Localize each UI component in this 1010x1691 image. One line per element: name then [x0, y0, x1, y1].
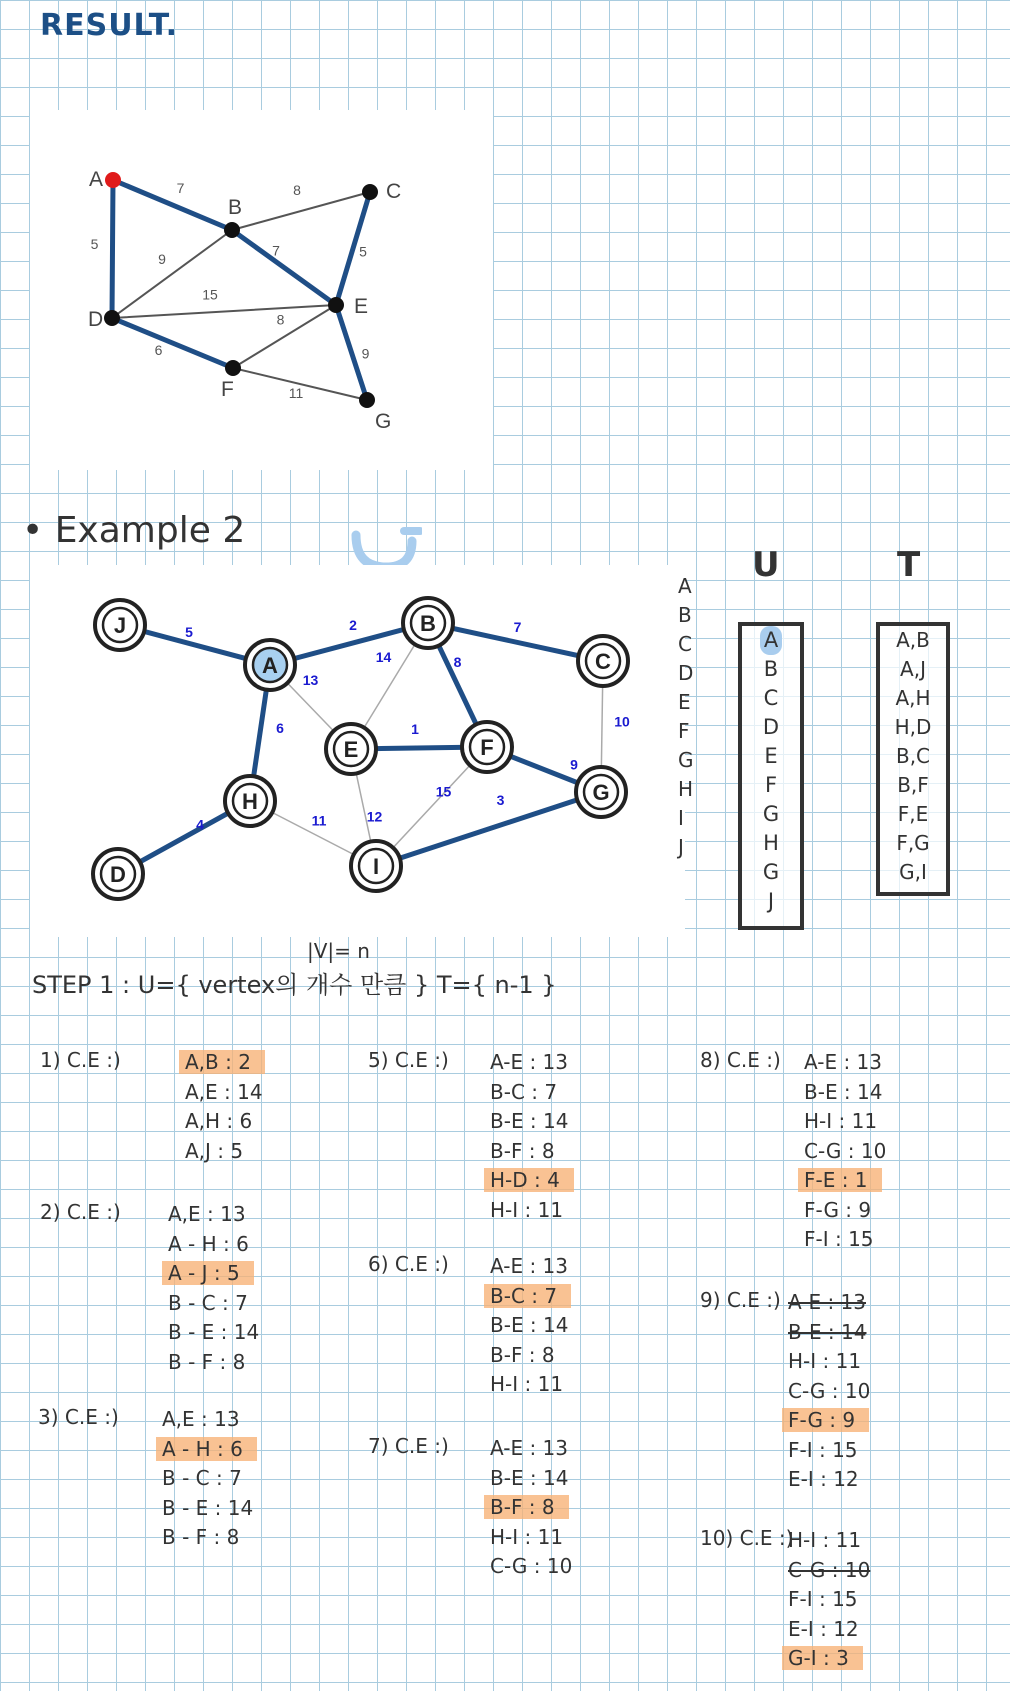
u-set-item [742, 626, 800, 655]
candidate-edge-text: A-E : 13 [804, 1050, 882, 1074]
candidate-block-label: 2) C.E :) [40, 1200, 121, 1224]
candidate-edge [162, 1523, 257, 1553]
node-label-D: D [88, 308, 104, 331]
candidate-edge-text: E-I : 12 [788, 1616, 859, 1641]
candidate-edge-text: B-F : 8 [490, 1138, 555, 1163]
t-set-item: G,I [899, 860, 927, 884]
candidate-edge-text: B-C : 7 [490, 1079, 558, 1104]
node-G [359, 392, 375, 408]
edge-weight-E-F: 1 [411, 721, 419, 737]
candidate-edge [490, 1552, 572, 1582]
candidate-edge [490, 1311, 571, 1341]
removed-edge: C-G : 10 [788, 1557, 871, 1582]
node-label-C: C [386, 180, 402, 203]
u-set-item: B [763, 657, 779, 681]
edge-weight-B-C: 8 [293, 182, 301, 198]
candidate-edge-text: B-E : 14 [490, 1109, 569, 1133]
candidate-edge [788, 1406, 870, 1436]
vertex-list-item: E [678, 690, 691, 714]
vertex-list [678, 572, 706, 862]
u-set-item: C [763, 686, 779, 710]
edge-weight-D-E: 15 [202, 286, 218, 303]
candidate-edge [185, 1137, 265, 1167]
candidate-edge-text: A,E : 14 [185, 1079, 263, 1104]
edge-D-E [112, 305, 336, 318]
candidate-edge [168, 1200, 259, 1230]
u-header: U [752, 545, 780, 585]
candidate-edge [490, 1434, 572, 1464]
edge-B-C [232, 192, 370, 230]
bullet-icon: • [22, 510, 44, 551]
node-label-F: F [221, 378, 234, 401]
candidate-edge [162, 1464, 257, 1494]
candidate-edge [804, 1107, 886, 1137]
selected-edge: B-C : 7 [484, 1284, 571, 1308]
candidate-block-label: 7) C.E :) [368, 1434, 449, 1458]
edge-weight-E-F: 8 [276, 311, 285, 328]
candidate-edge-text: B - E : 14 [168, 1320, 260, 1344]
candidate-edge [490, 1048, 574, 1078]
candidate-edge [788, 1615, 870, 1645]
u-set-item: D [762, 715, 780, 739]
edge-weight-A-B: 2 [349, 617, 357, 633]
candidate-edge [490, 1137, 574, 1167]
node-label-E: E [343, 737, 359, 762]
candidate-edge-text: A-E : 13 [490, 1050, 568, 1074]
graph2-panel [30, 565, 685, 937]
removed-edge: A-E : 13 [788, 1290, 866, 1314]
candidate-edge [168, 1348, 259, 1378]
edge-weight-D-F: 6 [154, 342, 163, 358]
edge-weight-E-G: 9 [361, 345, 370, 362]
edge-A-D [112, 180, 113, 318]
candidate-edge [788, 1585, 870, 1615]
candidate-edge [490, 1166, 574, 1196]
page-title: RESULT. [40, 8, 179, 43]
candidate-edge-text: A-E : 13 [490, 1254, 568, 1278]
candidate-edge-text: B - F : 8 [162, 1525, 240, 1549]
candidate-edge [788, 1465, 870, 1495]
candidate-edge-text: C-G : 10 [490, 1554, 573, 1578]
candidate-edge [788, 1644, 870, 1674]
edge-B-D [112, 230, 232, 318]
candidate-edge [788, 1526, 870, 1556]
candidate-edge [490, 1464, 572, 1494]
edge-E-F [233, 305, 336, 368]
edge-weight-A-D: 5 [90, 236, 99, 252]
edge-weight-F-G: 9 [570, 756, 578, 773]
edge-weight-C-E: 5 [359, 243, 367, 260]
edge-weight-F-I: 15 [435, 783, 452, 800]
selected-edge: F-G : 9 [782, 1408, 869, 1432]
node-F [225, 360, 241, 376]
candidate-edge [168, 1318, 259, 1348]
candidate-edge [490, 1282, 571, 1312]
candidate-edge-text: C-G : 10 [804, 1138, 887, 1163]
node-D [104, 310, 120, 326]
candidate-edge [490, 1523, 572, 1553]
candidate-block-label: 3) C.E :) [38, 1405, 119, 1429]
selected-edge: F-E : 1 [798, 1168, 882, 1192]
node-B [224, 222, 240, 238]
candidate-edge-text: F-I : 15 [788, 1437, 858, 1462]
candidate-edge-text: A,H : 6 [185, 1109, 253, 1133]
candidate-block-label: 9) C.E :) [700, 1288, 781, 1312]
candidate-edge-text: F-G : 9 [804, 1197, 872, 1222]
node-E [328, 297, 344, 313]
node-label-E: E [354, 295, 369, 318]
candidate-edge-text: B - F : 8 [168, 1349, 246, 1374]
candidate-edge-text: B-E : 14 [804, 1079, 883, 1104]
edge-weight-A-H: 6 [276, 720, 284, 736]
selected-edge: H-D : 4 [484, 1168, 574, 1192]
t-set-item: A,J [900, 657, 926, 681]
u-set-item: H [763, 831, 779, 855]
candidate-edge [788, 1436, 870, 1466]
candidate-edge [788, 1288, 870, 1318]
t-header: T [897, 545, 921, 585]
edge-weight-H-D: 4 [196, 816, 204, 833]
candidate-edge [490, 1078, 574, 1108]
t-set-item: A,H [895, 686, 931, 710]
candidate-edge [804, 1048, 886, 1078]
node-label-J: J [113, 613, 127, 638]
vertex-list-item: H [678, 777, 694, 801]
u-set-item: E [764, 744, 778, 768]
vertex-list-item: B [678, 603, 692, 627]
node-label-G: G [592, 780, 610, 805]
graph1-panel [30, 110, 493, 470]
candidate-edge [490, 1107, 574, 1137]
candidate-block-label: 10) C.E :) [700, 1526, 794, 1550]
edge-weight-E-I: 12 [366, 808, 383, 825]
node-label-D: D [110, 862, 126, 887]
selected-edge: G-I : 3 [782, 1646, 863, 1670]
candidate-edge-text: E-I : 12 [788, 1467, 859, 1491]
candidate-edge-text: H-I : 11 [804, 1109, 878, 1133]
example-heading [22, 510, 245, 551]
vertex-list-item: D [678, 661, 694, 685]
node-A [105, 172, 121, 188]
candidate-block-label: 6) C.E :) [368, 1252, 449, 1276]
node-C [362, 184, 378, 200]
step-subnote: |V|= n [307, 939, 370, 963]
candidate-edge-text: H-I : 11 [490, 1524, 564, 1549]
t-set-box [876, 622, 950, 896]
u-set-item-highlight: A [760, 626, 782, 655]
candidate-edge-text: H-I : 11 [490, 1372, 564, 1396]
edge-weight-A-E: 13 [302, 672, 319, 688]
candidate-edge-text: H-I : 11 [788, 1528, 862, 1552]
vertex-list-item: A [678, 574, 692, 598]
candidate-edge [804, 1137, 886, 1167]
t-set-item: F,G [896, 831, 930, 855]
u-set-item: G [762, 802, 780, 826]
edge-D-F [112, 318, 233, 368]
candidate-edge [490, 1370, 571, 1400]
vertex-list-item: G [678, 748, 694, 772]
edge-weight-H-I: 11 [311, 812, 327, 829]
candidate-edge-text: B-E : 14 [490, 1465, 569, 1490]
u-set-item: J [767, 889, 775, 913]
candidate-block-label: 1) C.E :) [40, 1048, 121, 1072]
edge-weight-B-E: 14 [375, 649, 392, 665]
edge-weight-A-B: 7 [176, 180, 185, 196]
node-label-B: B [228, 196, 243, 219]
candidate-edge-text: B-F : 8 [490, 1342, 555, 1367]
candidate-edge [788, 1556, 870, 1586]
candidate-edge [162, 1435, 257, 1465]
node-label-A: A [262, 653, 278, 678]
candidate-edge [168, 1289, 259, 1319]
candidate-edge [788, 1347, 870, 1377]
candidate-block-label: 8) C.E :) [700, 1048, 781, 1072]
edge-B-E [232, 230, 336, 305]
t-set-item: H,D [894, 715, 932, 739]
selected-edge: A,B : 2 [179, 1050, 265, 1074]
candidate-edge-text: F-I : 15 [788, 1587, 858, 1611]
node-label-G: G [375, 410, 392, 433]
candidate-edge [185, 1107, 265, 1137]
candidate-edge-text: B - E : 14 [162, 1495, 254, 1520]
candidate-edge [788, 1377, 870, 1407]
graph1-svg [30, 110, 493, 470]
example-title: Example 2 [54, 510, 246, 551]
candidate-edge [804, 1078, 886, 1108]
t-set-item: A,B [896, 628, 930, 652]
selected-edge: B-F : 8 [484, 1495, 569, 1519]
step-line [32, 939, 557, 1000]
edge-weight-B-C: 7 [513, 619, 522, 635]
u-set-box [738, 622, 804, 930]
candidate-edge [162, 1494, 257, 1524]
edge-weight-I-G: 3 [496, 792, 505, 808]
candidate-edge [490, 1252, 571, 1282]
edge-weight-J-A: 5 [185, 624, 193, 640]
node-label-A: A [89, 168, 104, 191]
candidate-edge-text: F-I : 15 [804, 1227, 874, 1251]
edge-weight-B-E: 7 [272, 242, 280, 259]
edge-weight-F-G: 11 [288, 385, 304, 401]
candidate-edge-text: A-E : 13 [490, 1436, 568, 1460]
vertex-list-item: J [678, 835, 684, 859]
candidate-edge [168, 1230, 259, 1260]
candidate-edge [162, 1405, 257, 1435]
candidate-edge-text: A,J : 5 [185, 1138, 244, 1163]
step-text: STEP 1 : U={ vertex의 개수 만큼 } T={ n-1 } [32, 971, 557, 999]
candidate-edge-text: B-E : 14 [490, 1313, 569, 1337]
candidate-edge-text: H-I : 11 [788, 1349, 862, 1373]
candidate-edge [788, 1318, 870, 1348]
selected-edge: A - H : 6 [156, 1437, 257, 1461]
node-label-C: C [595, 649, 611, 674]
node-label-F: F [480, 735, 494, 760]
candidate-edge-text: C-G : 10 [788, 1378, 871, 1403]
vertex-list-item: I [678, 806, 684, 830]
vertex-list-item: C [678, 632, 692, 656]
t-set-item: F,E [897, 802, 929, 826]
vertex-list-item: F [678, 719, 690, 743]
selected-edge: A - J : 5 [162, 1261, 254, 1285]
candidate-block-label: 5) C.E :) [368, 1048, 449, 1072]
candidate-edge [168, 1259, 259, 1289]
candidate-edge [804, 1196, 886, 1226]
candidate-edge-text: B - C : 7 [168, 1290, 248, 1315]
candidate-edge-text: H-I : 11 [490, 1197, 564, 1222]
candidate-edge [490, 1341, 571, 1371]
removed-edge: B-E : 14 [788, 1319, 867, 1344]
u-set-item: G [762, 860, 780, 884]
node-label-H: H [242, 789, 258, 814]
u-set-item: F [764, 773, 778, 797]
candidate-edge [804, 1166, 886, 1196]
candidate-edge [490, 1493, 572, 1523]
candidate-edge-text: A,E : 13 [162, 1407, 240, 1431]
candidate-edge-text: A - H : 6 [168, 1231, 249, 1256]
edge-weight-B-D: 9 [158, 251, 166, 267]
node-label-I: I [372, 854, 380, 879]
edge-weight-B-F: 8 [453, 654, 462, 670]
candidate-edge-text: B - C : 7 [162, 1466, 242, 1490]
node-label-B: B [420, 611, 436, 636]
graph2-svg [30, 565, 685, 937]
t-set-item: B,F [897, 773, 929, 797]
candidate-edge [490, 1196, 574, 1226]
candidate-edge-text: A,E : 13 [168, 1202, 246, 1226]
t-set-item: B,C [895, 744, 931, 768]
candidate-edge [185, 1078, 265, 1108]
edge-weight-C-G: 10 [614, 713, 630, 730]
edge-A-B [113, 180, 232, 230]
candidate-edge [185, 1048, 265, 1078]
candidate-edge [804, 1225, 886, 1255]
